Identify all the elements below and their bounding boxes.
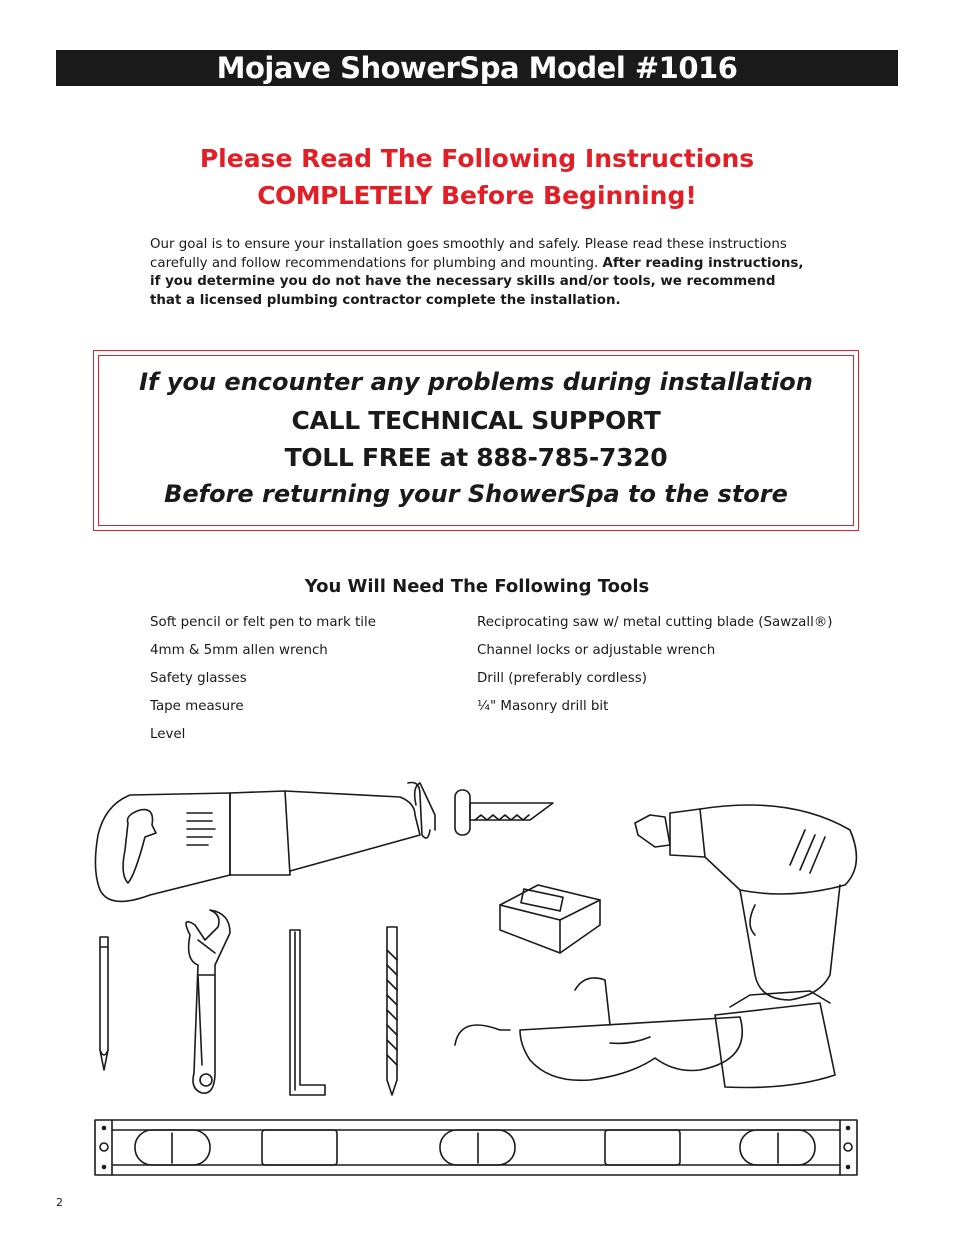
support-box-inner-border xyxy=(98,355,854,526)
notice-heading-line2 xyxy=(0,177,954,214)
reciprocating-saw-icon xyxy=(95,783,553,902)
support-line-toll-free: TOLL FREE at 888-785-7320 xyxy=(284,443,668,472)
tools-illustration xyxy=(90,775,870,1185)
page-title: Mojave ShowerSpa Model #1016 xyxy=(56,50,898,86)
tool-item: ¼" Masonry drill bit xyxy=(477,699,609,714)
support-line-problems: If you encounter any problems during installation xyxy=(139,368,813,396)
allen-wrench-icon xyxy=(290,930,325,1095)
adjustable-wrench-icon xyxy=(186,910,230,1093)
tool-item: Reciprocating saw w/ metal cutting blade (Sawzall®) xyxy=(477,615,833,630)
tool-item: Safety glasses xyxy=(150,671,247,686)
tool-item: Tape measure xyxy=(150,699,244,714)
notice-emphasis: COMPLETELY xyxy=(257,181,433,210)
pencil-icon xyxy=(100,937,108,1070)
notice-rest: Before Beginning! xyxy=(432,181,697,210)
masonry-drill-bit-icon xyxy=(387,927,397,1095)
tool-item: Level xyxy=(150,727,186,742)
intro-bold-text: After reading instructions, if you determine you do not have the necessary skills and/or tools, we recommend that a licensed plumbing contractor complete the installation. xyxy=(150,255,804,308)
page-number: 2 xyxy=(56,1196,63,1209)
cordless-drill-icon xyxy=(635,805,856,1088)
support-line-call: CALL TECHNICAL SUPPORT xyxy=(291,406,661,435)
tool-item: Soft pencil or felt pen to mark tile xyxy=(150,615,376,630)
support-line-before-returning: Before returning your ShowerSpa to the store xyxy=(164,480,788,508)
tools-list-left xyxy=(150,614,376,754)
tools-list-right xyxy=(477,614,832,726)
tool-item: 4mm & 5mm allen wrench xyxy=(150,643,328,658)
mounting-rail-icon xyxy=(95,1120,857,1175)
notice-heading-line1: Please Read The Following Instructions xyxy=(199,144,755,173)
intro-text: Our goal is to ensure your installation goes smoothly and safely. Please read these instructions carefully and follow recommendations for plumbing and mounting. xyxy=(150,237,787,271)
tools-heading: You Will Need The Following Tools xyxy=(304,576,650,597)
tape-measure-icon xyxy=(500,885,600,953)
technical-support-box xyxy=(93,350,859,531)
safety-glasses-icon xyxy=(455,978,742,1080)
tool-item: Drill (preferably cordless) xyxy=(477,671,647,686)
tool-item: Channel locks or adjustable wrench xyxy=(477,643,716,658)
intro-paragraph xyxy=(150,236,810,310)
